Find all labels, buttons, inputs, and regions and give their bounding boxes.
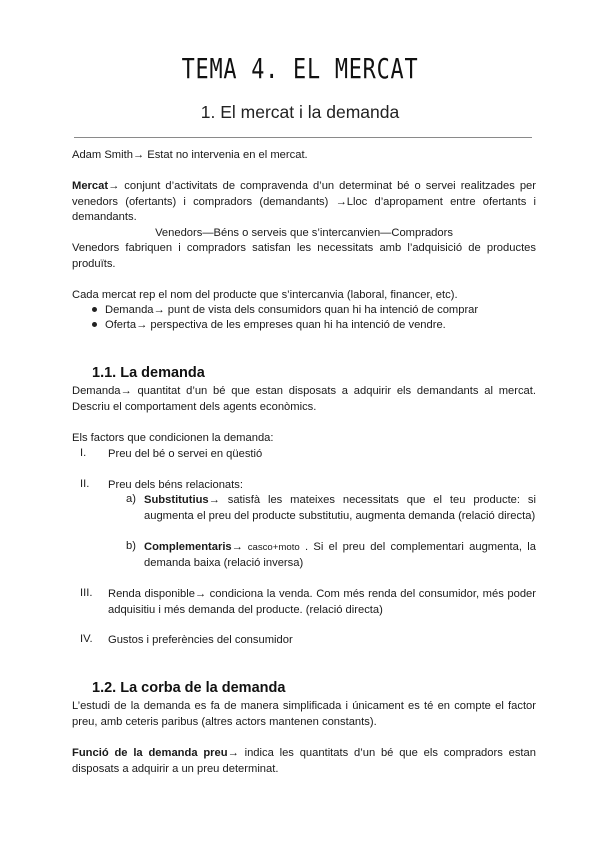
substitutius-item: Substitutius→ satisfà les mateixes necessitats que el teu producte: si augmenta el preu del producte substitutiu, augmenta demanda (relació directa)	[144, 494, 536, 522]
demanda-definition: Demanda→ quantitat d’un bé que estan disposats a adquirir els demandants al mercat. Descriu el comportament dels agents econòmics.	[72, 385, 536, 413]
factors-intro: Els factors que condicionen la demanda:	[72, 432, 274, 444]
bullet-item: Demanda→ punt de vista dels consumidors quan hi ha intenció de comprar	[92, 303, 478, 319]
document-title: TEMA 4. EL MERCAT	[181, 52, 419, 85]
mercat-definition	[72, 179, 536, 226]
mercat-def-text: conjunt d’activitats de compravenda d’un determinat bé o servei realitzades per venedors (ofertants) i compradors (demandants) →Lloc d’apropament entre ofertants i demandants.	[72, 180, 536, 224]
sub-item-label: a)	[126, 493, 136, 505]
bullet-dot-icon	[92, 322, 97, 327]
cada-mercat-line: Cada mercat rep el nom del producte que s’intercanvia (laboral, financer, etc).	[72, 289, 458, 301]
bullet-dot-icon	[92, 307, 97, 312]
factor-text: Preu del bé o servei en qüestió	[108, 448, 263, 460]
factor-text: Gustos i preferències del consumidor	[108, 634, 293, 646]
venedors-paragraph: Venedors fabriquen i compradors satisfan les necessitats amb l’adquisició de productes produïts.	[72, 242, 536, 270]
factor-text: Preu dels béns relacionats:	[108, 479, 243, 491]
factor-number: IV.	[80, 633, 93, 645]
bullet-item: Oferta→ perspectiva de les empreses quan hi ha intenció de vendre.	[92, 318, 446, 334]
adam-smith-line: Adam Smith→ Estat no intervenia en el mercat.	[72, 149, 308, 161]
corba-paragraph: L’estudi de la demanda es fa de manera simplificada i únicament es té en compte el factor preu, amb ceteris paribus (altres actors mantenen constants).	[72, 700, 536, 728]
factor-text: Renda disponible→ condiciona la venda. Com més renda del consumidor, més poder adquisitiu i més demanda del producte. (relació directa)	[108, 588, 536, 616]
factor-number: I.	[80, 447, 87, 459]
funcio-demanda-paragraph: Funció de la demanda preu→ indica les quantitats d’un bé que els compradors estan disposats a adquirir a un preu determinat.	[72, 747, 536, 775]
factor-number: II.	[80, 478, 90, 490]
mercat-term: Mercat→	[72, 180, 120, 192]
horizontal-divider	[74, 137, 532, 138]
section-subtitle: 1. El mercat i la demanda	[200, 102, 400, 122]
market-flow-line: Venedors—Béns o serveis que s’intercanvien—Compradors	[155, 227, 453, 239]
heading-la-demanda: 1.1. La demanda	[92, 365, 205, 381]
sub-item-label: b)	[126, 540, 136, 552]
factor-number: III.	[80, 587, 93, 599]
complementaris-item: Complementaris→ casco+moto . Si el preu del complementari augmenta, la demanda baixa (relació inversa)	[144, 541, 536, 569]
heading-corba-demanda: 1.2. La corba de la demanda	[92, 680, 286, 696]
